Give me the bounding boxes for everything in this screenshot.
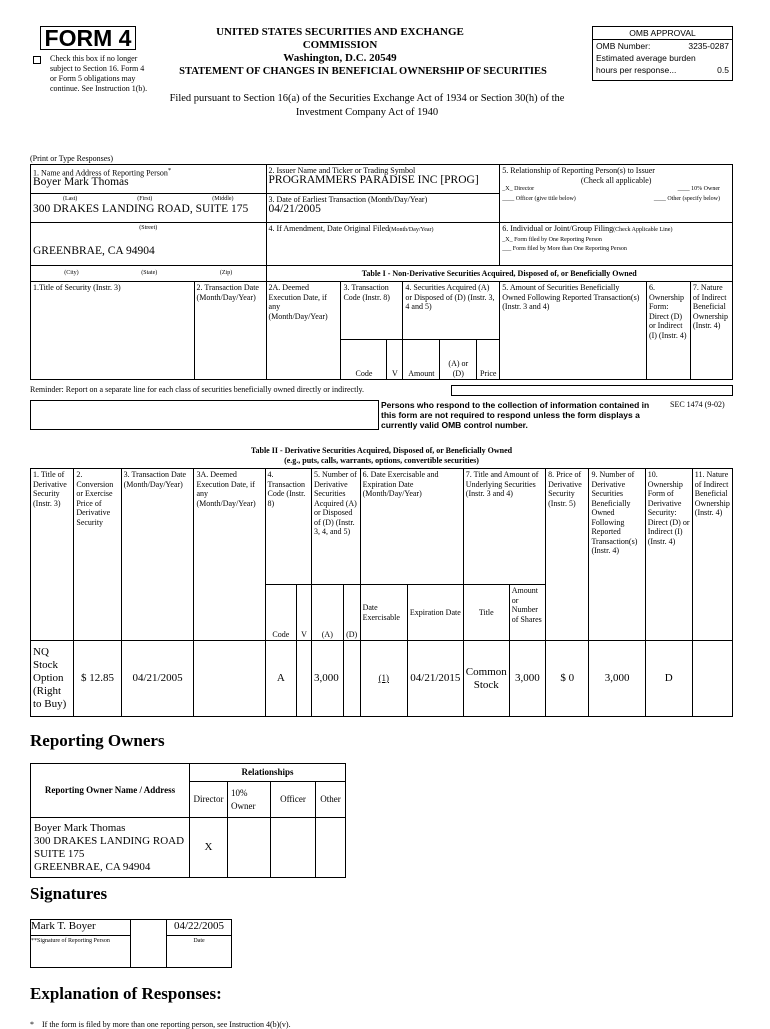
- table-1-and-reporting-person: [30, 164, 733, 380]
- reporting-owners-heading: Reporting Owners: [30, 731, 165, 750]
- joint-filing-cell: [500, 223, 733, 266]
- t1-col-code: 3. Transaction Code (Instr. 8): [341, 282, 403, 340]
- owner-line: GREENBRAE, CA 94904: [34, 860, 151, 873]
- table-2-title-line-2: (e.g., puts, calls, warrants, options, convertible securities): [284, 456, 479, 465]
- owner-line: Boyer Mark Thomas: [34, 821, 126, 834]
- reminder-text: Reminder: Report on a separate line for each class of securities beneficially owned directly or indirectly.: [30, 385, 365, 394]
- omb-hours-value: 0.5: [717, 65, 729, 75]
- ten-pct-header: 10% Owner: [228, 782, 271, 818]
- earliest-date-label: 3. Date of Earliest Transaction (Month/Day/Year): [268, 195, 428, 204]
- t1-sub-code: Code: [341, 340, 387, 380]
- officer-header: Officer: [271, 782, 316, 818]
- t1-col-ownership-form: 6. Ownership Form: Direct (D) or Indirect (I) (Instr. 4): [646, 282, 690, 380]
- signature-caption: **Signature of Reporting Person: [31, 935, 130, 944]
- table-2-derivative: [30, 468, 733, 717]
- relationship-cell: [500, 165, 733, 223]
- t2-col-conversion: 2. Conversion or Exercise Price of Derivative Security: [74, 469, 121, 641]
- row-underlying-title: Common Stock: [463, 641, 509, 717]
- other-header: Other: [316, 782, 346, 818]
- last-caption: (Last): [62, 196, 78, 202]
- t2-sub-date-exercisable: Date Exercisable: [360, 585, 407, 641]
- omb-title: OMB APPROVAL: [593, 27, 732, 40]
- table-2-title-line-1: Table II - Derivative Securities Acquired, Disposed of, or Beneficially Owned: [250, 446, 513, 455]
- owner-address: [31, 818, 190, 878]
- row-exercise-price: $ 12.85: [74, 641, 121, 717]
- city-captions: [31, 266, 267, 282]
- t2-col-nature: 11. Nature of Indirect Beneficial Ownership (Instr. 4): [692, 469, 732, 641]
- t1-col-title: 1.Title of Security (Instr. 3): [31, 282, 195, 380]
- statement-title: STATEMENT OF CHANGES IN BENEFICIAL OWNERSHIP OF SECURITIES: [179, 66, 547, 77]
- form-name: FORM 4: [40, 26, 136, 50]
- explanation-star: *: [30, 1020, 34, 1029]
- name-footnote-mark: *: [167, 167, 172, 174]
- t2-col-form: 10. Ownership Form of Derivative Security: Direct (D) or Indirect (I) (Instr. 4): [645, 469, 692, 641]
- omb-number-row: [593, 40, 732, 52]
- omb-approval-box: [592, 26, 733, 81]
- sec-form-number: SEC 1474 (9-02): [670, 400, 725, 409]
- t2-col-code: 4. Transaction Code (Instr. 8): [265, 469, 311, 585]
- filed-line-2: Investment Company Act of 1940: [295, 107, 439, 118]
- signature-cell: [31, 920, 131, 968]
- footnote-1-link[interactable]: (1): [360, 641, 407, 717]
- state-caption: (State): [141, 269, 158, 276]
- table-1-title: Table I - Non-Derivative Securities Acquired, Disposed of, or Beneficially Owned: [266, 266, 732, 282]
- first-caption: (First): [137, 196, 153, 202]
- signatures-heading: Signatures: [30, 884, 108, 903]
- earliest-date-cell: [266, 194, 500, 223]
- owner-line: 300 DRAKES LANDING ROAD: [34, 834, 185, 847]
- t2-col-owned: 9. Number of Derivative Securities Beneficially Owned Following Reported Transaction(s) (Instr. 4): [589, 469, 645, 641]
- joint-more: ___ Form filed by More than One Reporting Person: [502, 246, 627, 252]
- reporting-owners-table: [30, 763, 346, 878]
- owner-line: SUITE 175: [34, 847, 85, 860]
- table-2-title: [30, 446, 733, 466]
- t2-sub-code: Code: [265, 585, 297, 641]
- omb-hours-label: hours per response...: [596, 65, 677, 75]
- explanation-text: If the form is filed by more than one reporting person, see Instruction 4(b)(v).: [42, 1020, 291, 1029]
- city-cell: [31, 223, 267, 266]
- street-caption: (Street): [139, 225, 158, 231]
- officer-value: [271, 818, 316, 878]
- agency-line-2: Washington, D.C. 20549: [283, 52, 397, 64]
- t1-col-deemed: 2A. Deemed Execution Date, if any (Month/Day/Year): [266, 282, 341, 380]
- reminder-box: [451, 385, 733, 396]
- row-transaction-date: 04/21/2005: [121, 641, 194, 717]
- print-type-note: (Print or Type Responses): [30, 154, 114, 163]
- issuer-name: PROGRAMMERS PARADISE INC [PROG]: [268, 173, 479, 186]
- t1-sub-price: Price: [477, 340, 500, 380]
- joint-label: 6. Individual or Joint/Group Filing: [502, 224, 614, 233]
- t1-col-amount-owned: 5. Amount of Securities Beneficially Owned Following Reported Transaction(s) (Instr. 3 and 4): [500, 282, 647, 380]
- t2-sub-expiration: Expiration Date: [407, 585, 463, 641]
- no-longer-subject-checkbox[interactable]: [33, 56, 41, 64]
- street-address: 300 DRAKES LANDING ROAD, SUITE 175: [33, 202, 249, 215]
- table-row: [31, 818, 346, 878]
- blank-box: [30, 400, 379, 430]
- t2-col-price: 8. Price of Derivative Security (Instr. 5): [546, 469, 589, 641]
- row-disposed: [343, 641, 360, 717]
- relationships-header: Relationships: [190, 764, 346, 782]
- rel-director: _X_ Director: [502, 186, 535, 192]
- zip-caption: (Zip): [219, 269, 233, 276]
- rel-ten-percent: ____ 10% Owner: [677, 186, 720, 192]
- relationship-sub: (Check all applicable): [580, 175, 652, 185]
- t1-col-securities: 4. Securities Acquired (A) or Disposed of (D) (Instr. 3, 4 and 5): [403, 282, 500, 340]
- form-4-page: [30, 22, 732, 1029]
- issuer-label: 2. Issuer Name and Ticker or Trading Symbol: [268, 166, 416, 175]
- persons-notice: Persons who respond to the collection of information contained in this form are not required to respond unless the form displays a currently valid OMB control number.: [381, 400, 650, 430]
- row-expiration: 04/21/2015: [407, 641, 463, 717]
- t2-sub-a: (A): [311, 585, 343, 641]
- city-state-zip: GREENBRAE, CA 94904: [33, 244, 155, 257]
- row-nature: [692, 641, 732, 717]
- t2-sub-d: (D): [343, 585, 360, 641]
- city-caption: (City): [64, 269, 79, 276]
- amendment-sub: (Month/Day/Year): [389, 227, 434, 233]
- t1-sub-aord: (A) or (D): [440, 340, 477, 380]
- checkbox-note: Check this box if no longer subject to Section 16. Form 4 or Form 5 obligations may continue. See Instruction 1(b).: [50, 54, 148, 93]
- row-deemed-date: [194, 641, 265, 717]
- director-mark: X: [190, 818, 228, 878]
- owner-name-header: Reporting Owner Name / Address: [31, 764, 190, 818]
- signature-date-cell: [167, 920, 232, 968]
- row-v: [297, 641, 312, 717]
- omb-burden: Estimated average burden: [596, 53, 696, 63]
- agency-line-1: UNITED STATES SECURITIES AND EXCHANGE COMMISSION: [216, 26, 464, 51]
- row-ownership-form: D: [645, 641, 692, 717]
- rel-officer: ____ Officer (give title below): [502, 195, 576, 202]
- explanation-note: [30, 1020, 291, 1029]
- agency-name: [180, 26, 500, 65]
- ten-pct-value: [228, 818, 271, 878]
- t2-col-title: 1. Title of Derivative Security (Instr. 3): [31, 469, 74, 641]
- filed-pursuant: [142, 92, 592, 120]
- signature-gap: [131, 920, 167, 968]
- t1-col-nature: 7. Nature of Indirect Beneficial Ownership (Instr. 4): [690, 282, 732, 380]
- row-code: A: [265, 641, 297, 717]
- t2-sub-v: V: [297, 585, 312, 641]
- table-row: [31, 641, 733, 717]
- signature-table: [30, 919, 232, 968]
- form-header: [30, 22, 732, 132]
- signature-name: Mark T. Boyer: [31, 920, 96, 932]
- omb-hours-row: [593, 64, 732, 76]
- t2-col-date: 3. Transaction Date (Month/Day/Year): [121, 469, 194, 641]
- row-security: NQ Stock Option (Right to Buy): [31, 641, 74, 717]
- earliest-date: 04/21/2005: [268, 202, 321, 215]
- t2-sub-title: Title: [463, 585, 509, 641]
- t1-sub-v: V: [387, 340, 403, 380]
- row-derivative-price: $ 0: [546, 641, 589, 717]
- omb-number-value: 3235-0287: [688, 41, 729, 51]
- other-value: [316, 818, 346, 878]
- joint-sub: (Check Applicable Line): [613, 227, 673, 233]
- street-cell: [31, 194, 267, 223]
- explanation-heading: Explanation of Responses:: [30, 984, 222, 1003]
- middle-caption: (Middle): [212, 196, 234, 202]
- filed-line-1: Filed pursuant to Section 16(a) of the Securities Exchange Act of 1934 or Section 30(h) of the: [169, 93, 565, 104]
- date-caption: Date: [167, 935, 231, 944]
- joint-one: _X_ Form filed by One Reporting Person: [502, 236, 602, 243]
- issuer-cell: [266, 165, 500, 194]
- signature-date: 04/22/2005: [173, 920, 225, 932]
- t1-col-date: 2. Transaction Date (Month/Day/Year): [194, 282, 266, 380]
- t1-sub-amount: Amount: [403, 340, 440, 380]
- reporting-person-name: Boyer Mark Thomas: [33, 176, 129, 189]
- row-owned: 3,000: [589, 641, 645, 717]
- reporting-person-cell: [31, 165, 267, 194]
- t2-sub-amount: Amount or Number of Shares: [509, 585, 545, 641]
- row-underlying-amount: 3,000: [509, 641, 545, 717]
- relationship-label: 5. Relationship of Reporting Person(s) to Issuer: [502, 166, 655, 175]
- t2-col-underlying: 7. Title and Amount of Underlying Securities (Instr. 3 and 4): [463, 469, 545, 585]
- amendment-label: 4. If Amendment, Date Original Filed: [268, 224, 390, 233]
- t2-col-exercisable: 6. Date Exercisable and Expiration Date (Month/Day/Year): [360, 469, 463, 585]
- row-acquired: 3,000: [311, 641, 343, 717]
- amendment-cell: [266, 223, 500, 266]
- rel-other: ____ Other (specify below): [653, 195, 720, 202]
- director-header: Director: [190, 782, 228, 818]
- omb-number-label: OMB Number:: [596, 41, 651, 51]
- t2-col-number: 5. Number of Derivative Securities Acquired (A) or Disposed of (D) (Instr. 3, 4, and 5): [311, 469, 360, 585]
- name-label: 1. Name and Address of Reporting Person: [33, 168, 168, 178]
- t2-col-deemed: 3A. Deemed Execution Date, if any (Month/Day/Year): [194, 469, 265, 641]
